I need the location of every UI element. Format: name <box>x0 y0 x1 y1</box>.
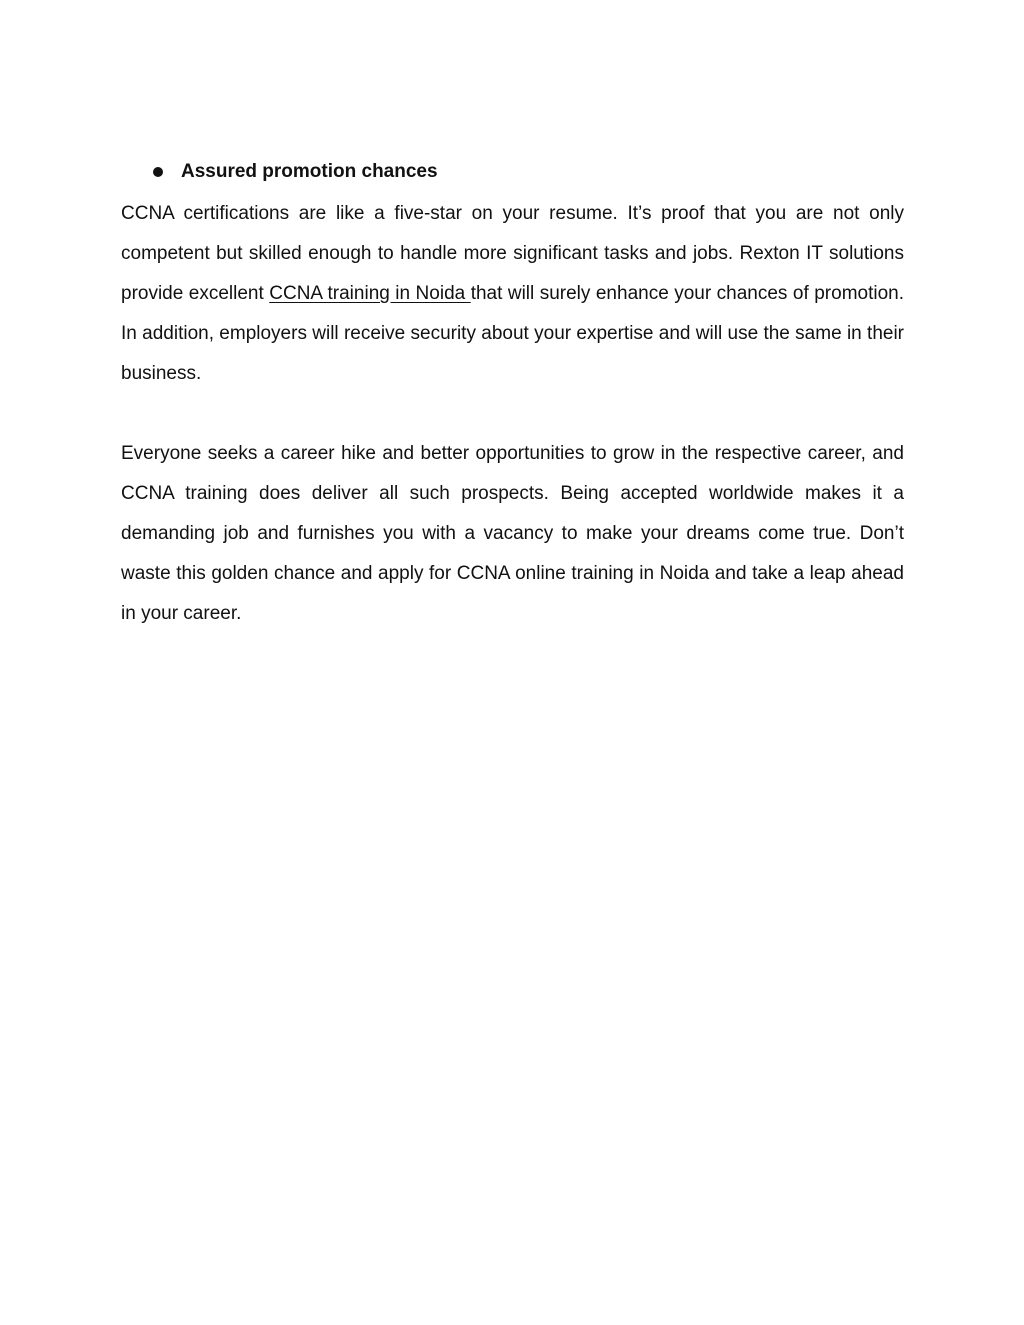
ccna-training-link[interactable]: CCNA training in Noida <box>269 283 471 304</box>
bullet-icon <box>153 167 163 177</box>
bullet-heading: Assured promotion chances <box>181 161 438 182</box>
paragraph-promotion <box>121 194 904 394</box>
bullet-item <box>153 158 904 186</box>
document-body <box>121 158 904 634</box>
paragraph-text-after-link: that will surely enhance your chances of promotion. In addition, employers will receive security about your expertise and will use the same in their business. <box>121 283 904 384</box>
paragraph-career: Everyone seeks a career hike and better opportunities to grow in the respective career, and CCNA training does deliver all such prospects. Being accepted worldwide makes it a demanding job and furnishes you with a vacancy to make your dreams come true. Don’t waste this golden chance and apply for CCNA online training in Noida and take a leap ahead in your career. <box>121 443 904 624</box>
paragraph-text-before-link: CCNA certifications are like a five-star on your resume. It’s proof that you are not only competent but skilled enough to handle more significant tasks and jobs. Rexton IT solutions provide excellent <box>121 203 904 304</box>
